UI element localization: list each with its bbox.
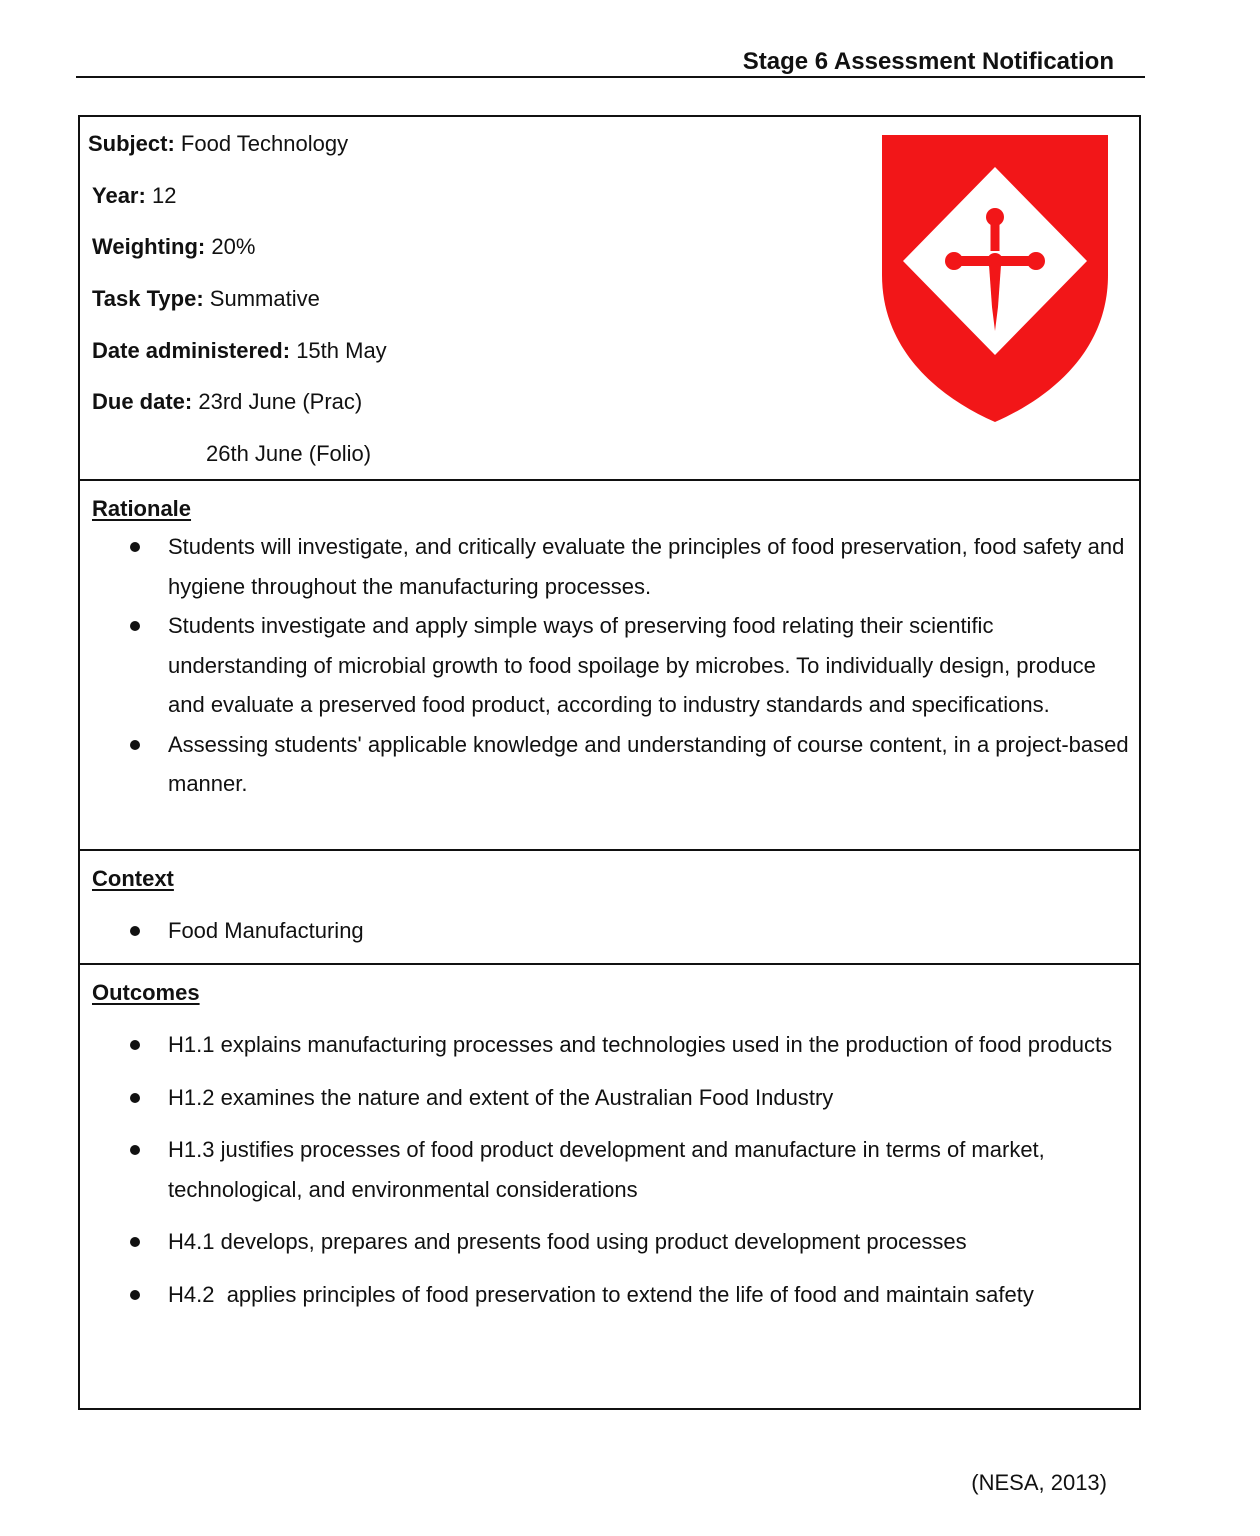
outcomes-list	[80, 1025, 1139, 1327]
due-date-value-folio: 26th June (Folio)	[206, 441, 372, 466]
list-item: H4.1 develops, prepares and presents food using product development processes	[80, 1222, 1139, 1262]
bullet-icon	[130, 926, 140, 936]
task-type-value: Summative	[209, 286, 320, 311]
list-item: H1.3 justifies processes of food product development and manufacture in terms of market, technological, and environmental considerations	[80, 1130, 1139, 1209]
header-divider	[76, 76, 1145, 78]
bullet-icon	[130, 621, 140, 631]
rationale-section	[80, 479, 1139, 849]
due-date-value-prac: 23rd June (Prac)	[198, 389, 363, 414]
page-title: Stage 6 Assessment Notification	[742, 48, 1114, 75]
subject-row	[88, 130, 348, 158]
bullet-icon	[130, 1040, 140, 1050]
year-value: 12	[151, 183, 177, 208]
list-item: H1.1 explains manufacturing processes and technologies used in the production of food products	[80, 1025, 1139, 1065]
weighting-value: 20%	[211, 234, 256, 259]
list-item: Assessing students' applicable knowledge and understanding of course content, in a project-based manner.	[80, 725, 1139, 804]
weighting-row	[92, 233, 255, 261]
due-date-label: Due date:	[92, 389, 193, 414]
bullet-icon	[130, 1290, 140, 1300]
task-type-label: Task Type:	[92, 286, 204, 311]
list-item: Food Manufacturing	[80, 911, 1139, 951]
bullet-icon	[130, 542, 140, 552]
outcomes-heading: Outcomes	[92, 980, 200, 1005]
date-administered-row	[92, 337, 387, 365]
bullet-icon	[130, 740, 140, 750]
weighting-label: Weighting:	[92, 234, 206, 259]
task-type-row	[92, 285, 320, 313]
list-item: H1.2 examines the nature and extent of the Australian Food Industry	[80, 1078, 1139, 1118]
bullet-icon	[130, 1237, 140, 1247]
rationale-list	[80, 527, 1139, 804]
date-administered-label: Date administered:	[92, 338, 291, 363]
due-date-row	[92, 388, 362, 416]
date-administered-value: 15th May	[296, 338, 387, 363]
rationale-heading: Rationale	[92, 496, 192, 521]
context-list	[80, 911, 1139, 951]
bullet-icon	[130, 1093, 140, 1103]
context-heading: Context	[92, 866, 174, 891]
outcomes-section	[80, 963, 1139, 1495]
citation: (NESA, 2013)	[971, 1470, 1107, 1495]
bullet-icon	[130, 1145, 140, 1155]
assessment-table	[78, 115, 1141, 1495]
subject-label: Subject:	[88, 131, 175, 156]
details-section	[80, 117, 1139, 479]
subject-value: Food Technology	[180, 131, 349, 156]
school-crest-icon	[882, 135, 1108, 422]
list-item: Students will investigate, and critically evaluate the principles of food preservation, food safety and hygiene throughout the manufacturing processes.	[80, 527, 1139, 606]
year-label: Year:	[92, 183, 146, 208]
list-item: H4.2 applies principles of food preservation to extend the life of food and maintain safety	[80, 1275, 1139, 1315]
list-item: Students investigate and apply simple ways of preserving food relating their scientific understanding of microbial growth to food spoilage by microbes. To individually design, produce and evaluate a preserved food product, according to industry standards and specifications.	[80, 606, 1139, 725]
year-row	[92, 182, 176, 210]
context-section	[80, 849, 1139, 963]
